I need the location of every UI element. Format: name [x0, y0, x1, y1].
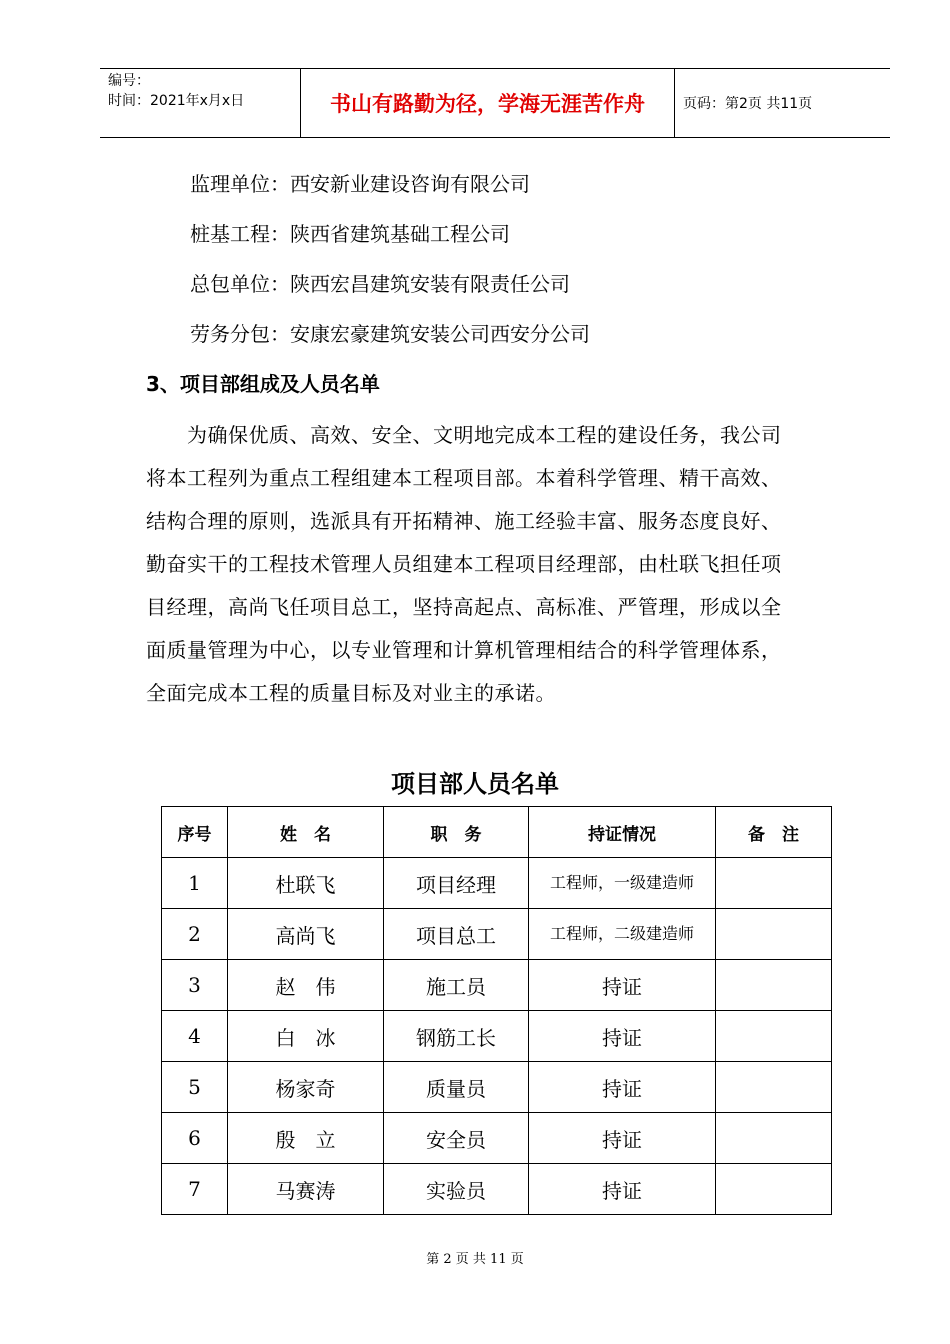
paragraph-line: 为确保优质、高效、安全、文明地完成本工程的建设任务，我公司	[146, 423, 782, 447]
unit-pile-foundation: 桩基工程：陕西省建筑基础工程公司	[190, 222, 510, 246]
table-row	[162, 1113, 832, 1164]
table-row	[162, 1062, 832, 1113]
cell-no: 7	[162, 1164, 228, 1215]
paragraph-line: 全面完成本工程的质量目标及对业主的承诺。	[146, 681, 556, 705]
paragraph-line: 勤奋实干的工程技术管理人员组建本工程项目经理部，由杜联飞担任项	[146, 552, 782, 576]
paragraph-line: 将本工程列为重点工程组建本工程项目部。本着科学管理、精干高效、	[146, 466, 782, 490]
document-time-label: 时间：2021年x月x日	[108, 93, 245, 109]
cell-cert: 持证	[529, 1164, 716, 1215]
paragraph-line: 面质量管理为中心，以专业管理和计算机管理相结合的科学管理体系，	[146, 638, 782, 662]
header-role: 职 务	[384, 807, 529, 858]
paragraph-line: 目经理，高尚飞任项目总工，坚持高起点、高标准、严管理，形成以全	[146, 595, 782, 619]
cell-role: 质量员	[384, 1062, 529, 1113]
participating-units	[190, 168, 590, 368]
table-row	[162, 909, 832, 960]
cell-no: 1	[162, 858, 228, 909]
staff-table	[161, 806, 832, 1215]
cell-name: 马赛涛	[228, 1164, 384, 1215]
cell-note	[716, 960, 832, 1011]
cell-cert: 持证	[529, 1113, 716, 1164]
cell-role: 实验员	[384, 1164, 529, 1215]
cell-no: 2	[162, 909, 228, 960]
page-header	[100, 68, 890, 138]
header-no: 序号	[162, 807, 228, 858]
cell-name: 杨家奇	[228, 1062, 384, 1113]
cell-role: 施工员	[384, 960, 529, 1011]
cell-name: 杜联飞	[228, 858, 384, 909]
cell-role: 项目总工	[384, 909, 529, 960]
cell-note	[716, 1113, 832, 1164]
cell-no: 4	[162, 1011, 228, 1062]
cell-note	[716, 1011, 832, 1062]
unit-general-contractor: 总包单位：陕西宏昌建筑安装有限责任公司	[190, 272, 570, 296]
header-motto: 书山有路勤为径，学海无涯苦作舟	[301, 69, 675, 137]
cell-note	[716, 858, 832, 909]
page-footer: 第 2 页 共 11 页	[426, 1252, 524, 1267]
cell-name: 白 冰	[228, 1011, 384, 1062]
cell-note	[716, 1164, 832, 1215]
unit-labor-subcontractor: 劳务分包：安康宏豪建筑安装公司西安分公司	[190, 322, 590, 346]
cell-name: 赵 伟	[228, 960, 384, 1011]
table-row	[162, 1164, 832, 1215]
cell-role: 项目经理	[384, 858, 529, 909]
table-row	[162, 858, 832, 909]
cell-name: 高尚飞	[228, 909, 384, 960]
cell-cert: 工程师，二级建造师	[529, 909, 716, 960]
paragraph-line: 结构合理的原则，选派具有开拓精神、施工经验丰富、服务态度良好、	[146, 509, 782, 533]
table-row	[162, 1011, 832, 1062]
cell-cert: 持证	[529, 1062, 716, 1113]
unit-supervision: 监理单位：西安新业建设咨询有限公司	[190, 172, 530, 196]
cell-role: 钢筋工长	[384, 1011, 529, 1062]
document-number-label: 编号：	[108, 73, 150, 89]
body-paragraph	[146, 414, 858, 715]
cell-no: 3	[162, 960, 228, 1011]
section-title: 3、项目部组成及人员名单	[146, 372, 380, 396]
table-row	[162, 960, 832, 1011]
cell-note	[716, 1062, 832, 1113]
header-name: 姓 名	[228, 807, 384, 858]
header-page-label: 页码：第2页 共11页	[683, 96, 813, 112]
cell-no: 6	[162, 1113, 228, 1164]
cell-note	[716, 909, 832, 960]
cell-no: 5	[162, 1062, 228, 1113]
cell-role: 安全员	[384, 1113, 529, 1164]
header-cert: 持证情况	[529, 807, 716, 858]
table-header-row	[162, 807, 832, 858]
header-meta	[100, 69, 301, 137]
table-title: 项目部人员名单	[391, 770, 559, 798]
cell-cert: 持证	[529, 960, 716, 1011]
cell-name: 殷 立	[228, 1113, 384, 1164]
cell-cert: 工程师，一级建造师	[529, 858, 716, 909]
cell-cert: 持证	[529, 1011, 716, 1062]
header-note: 备 注	[716, 807, 832, 858]
